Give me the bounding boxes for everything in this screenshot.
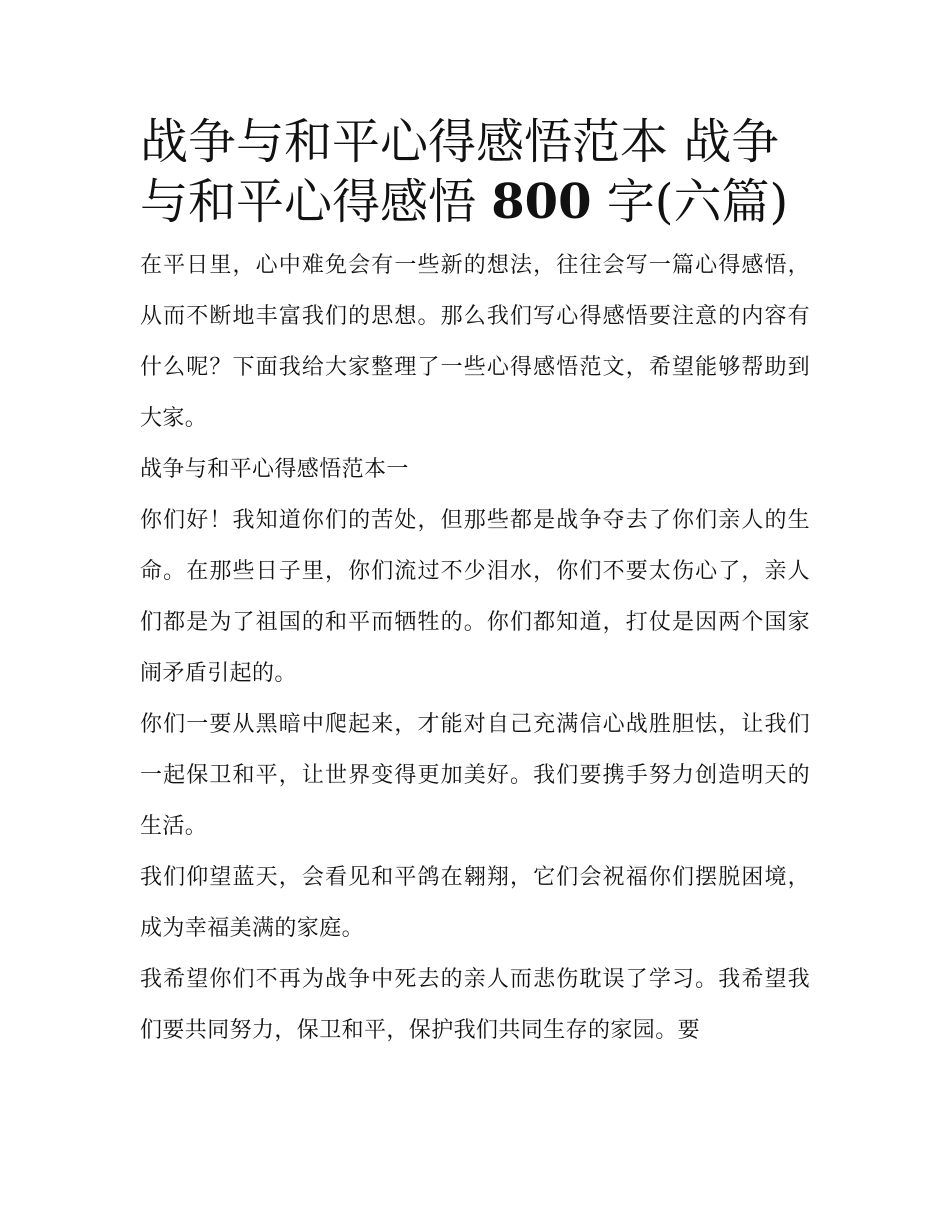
document-title [140,112,810,240]
body-paragraph: 你们好！我知道你们的苦处，但那些都是战争夺去了你们亲人的生命。在那些日子里，你们流过不少泪水，你们不要太伤心了，亲人们都是为了祖国的和平而牺牲的。你们都知道，打仗是因两个国家闹矛盾引起的。 [140,508,810,686]
title-text-part2: 字(六篇) [606,174,789,230]
intro-paragraph: 在平日里，心中难免会有一些新的想法，往往会写一篇心得感悟，从而不断地丰富我们的思想。那么我们写心得感悟要注意的内容有什么呢？下面我给大家整理了一些心得感悟范文，希望能够帮助到大家。 [140,253,810,431]
title-number: 800 [491,174,592,230]
section-heading: 战争与和平心得感悟范本一 [140,457,409,482]
document-page [140,112,810,1056]
title-text-part1: 战争与和平心得感悟范本 战争与和平心得感悟 [140,114,780,230]
body-paragraph: 你们一要从黑暗中爬起来，才能对自己充满信心战胜胆怯，让我们一起保卫和平，让世界变得更加美好。我们要携手努力创造明天的生活。 [140,712,810,839]
body-paragraph: 我希望你们不再为战争中死去的亲人而悲伤耽误了学习。我希望我们要共同努力，保卫和平，保护我们共同生存的家园。要 [140,967,810,1043]
body-paragraph: 我们仰望蓝天，会看见和平鸽在翱翔，它们会祝福你们摆脱困境，成为幸福美满的家庭。 [140,865,810,941]
